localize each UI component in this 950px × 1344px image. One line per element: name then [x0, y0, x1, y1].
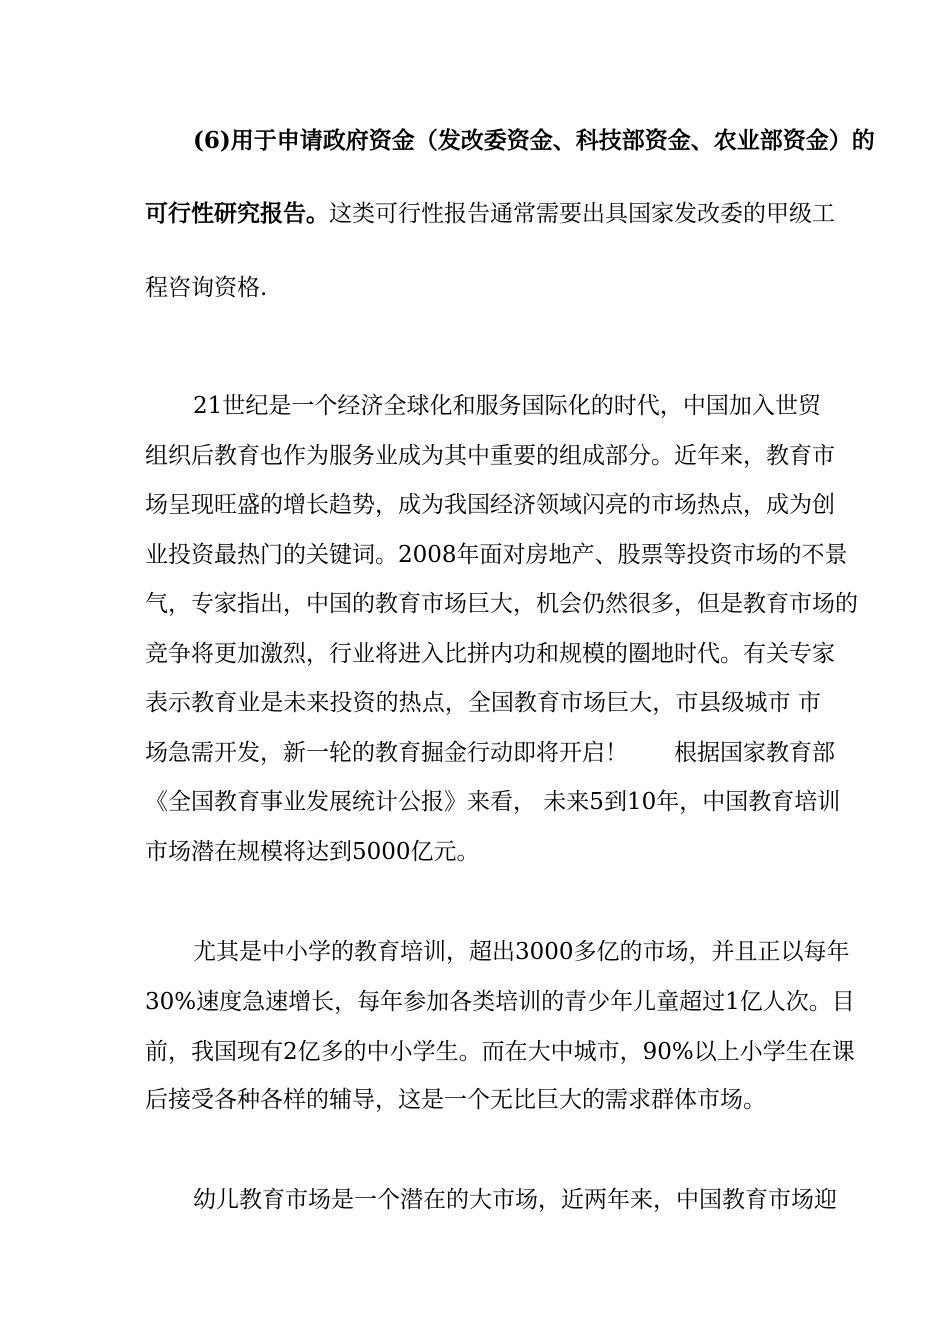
- paragraph-line: 场急需开发，新一轮的教育掘金行动即将开启！ 根据国家教育部: [145, 740, 835, 766]
- paragraph-line: 21世纪是一个经济全球化和服务国际化的时代，中国加入世贸: [193, 393, 821, 419]
- paragraph-line: [145, 199, 835, 229]
- paragraph-line: 前，我国现有2亿多的中小学生。而在大中城市，90%以上小学生在课: [145, 1039, 855, 1065]
- paragraph-line: 表示教育业是未来投资的热点，全国教育市场巨大，市县级城市 市: [145, 690, 821, 716]
- paragraph-line: 竞争将更加激烈，行业将进入比拼内功和规模的圈地时代。有关专家: [145, 641, 835, 667]
- paragraph-line: 后接受各种各样的辅导，这是一个无比巨大的需求群体市场。: [145, 1087, 766, 1113]
- paragraph-line: 程咨询资格.: [145, 275, 268, 301]
- paragraph-line: 组织后教育也作为服务业成为其中重要的组成部分。近年来，教育市: [145, 443, 835, 469]
- bold-text: (6)用于申请政府资金（发改委资金、科技部资金、农业部资金）的: [193, 127, 875, 154]
- heading-line: [193, 126, 875, 156]
- paragraph-line: 30%速度急速增长，每年参加各类培训的青少年儿童超过1亿人次。目: [145, 989, 855, 1015]
- paragraph-line: 场呈现旺盛的增长趋势，成为我国经济领域闪亮的市场热点，成为创: [145, 492, 835, 518]
- paragraph-line: 气，专家指出，中国的教育市场巨大，机会仍然很多，但是教育市场的: [145, 591, 858, 617]
- paragraph-line: 尤其是中小学的教育培训，超出3000多亿的市场，并且正以每年: [193, 939, 850, 965]
- text: 这类可行性报告通常需要出具国家发改委的甲级工: [329, 201, 835, 227]
- paragraph-line: 幼儿教育市场是一个潜在的大市场，近两年来，中国教育市场迎: [193, 1187, 837, 1213]
- bold-text: 可行性研究报告。: [145, 200, 329, 227]
- paragraph-line: 《全国教育事业发展统计公报》来看， 未来5到10年，中国教育培训: [145, 789, 841, 815]
- paragraph-line: 业投资最热门的关键词。2008年面对房地产、股票等投资市场的不景: [145, 542, 848, 568]
- paragraph-line: 市场潜在规模将达到5000亿元。: [145, 839, 480, 865]
